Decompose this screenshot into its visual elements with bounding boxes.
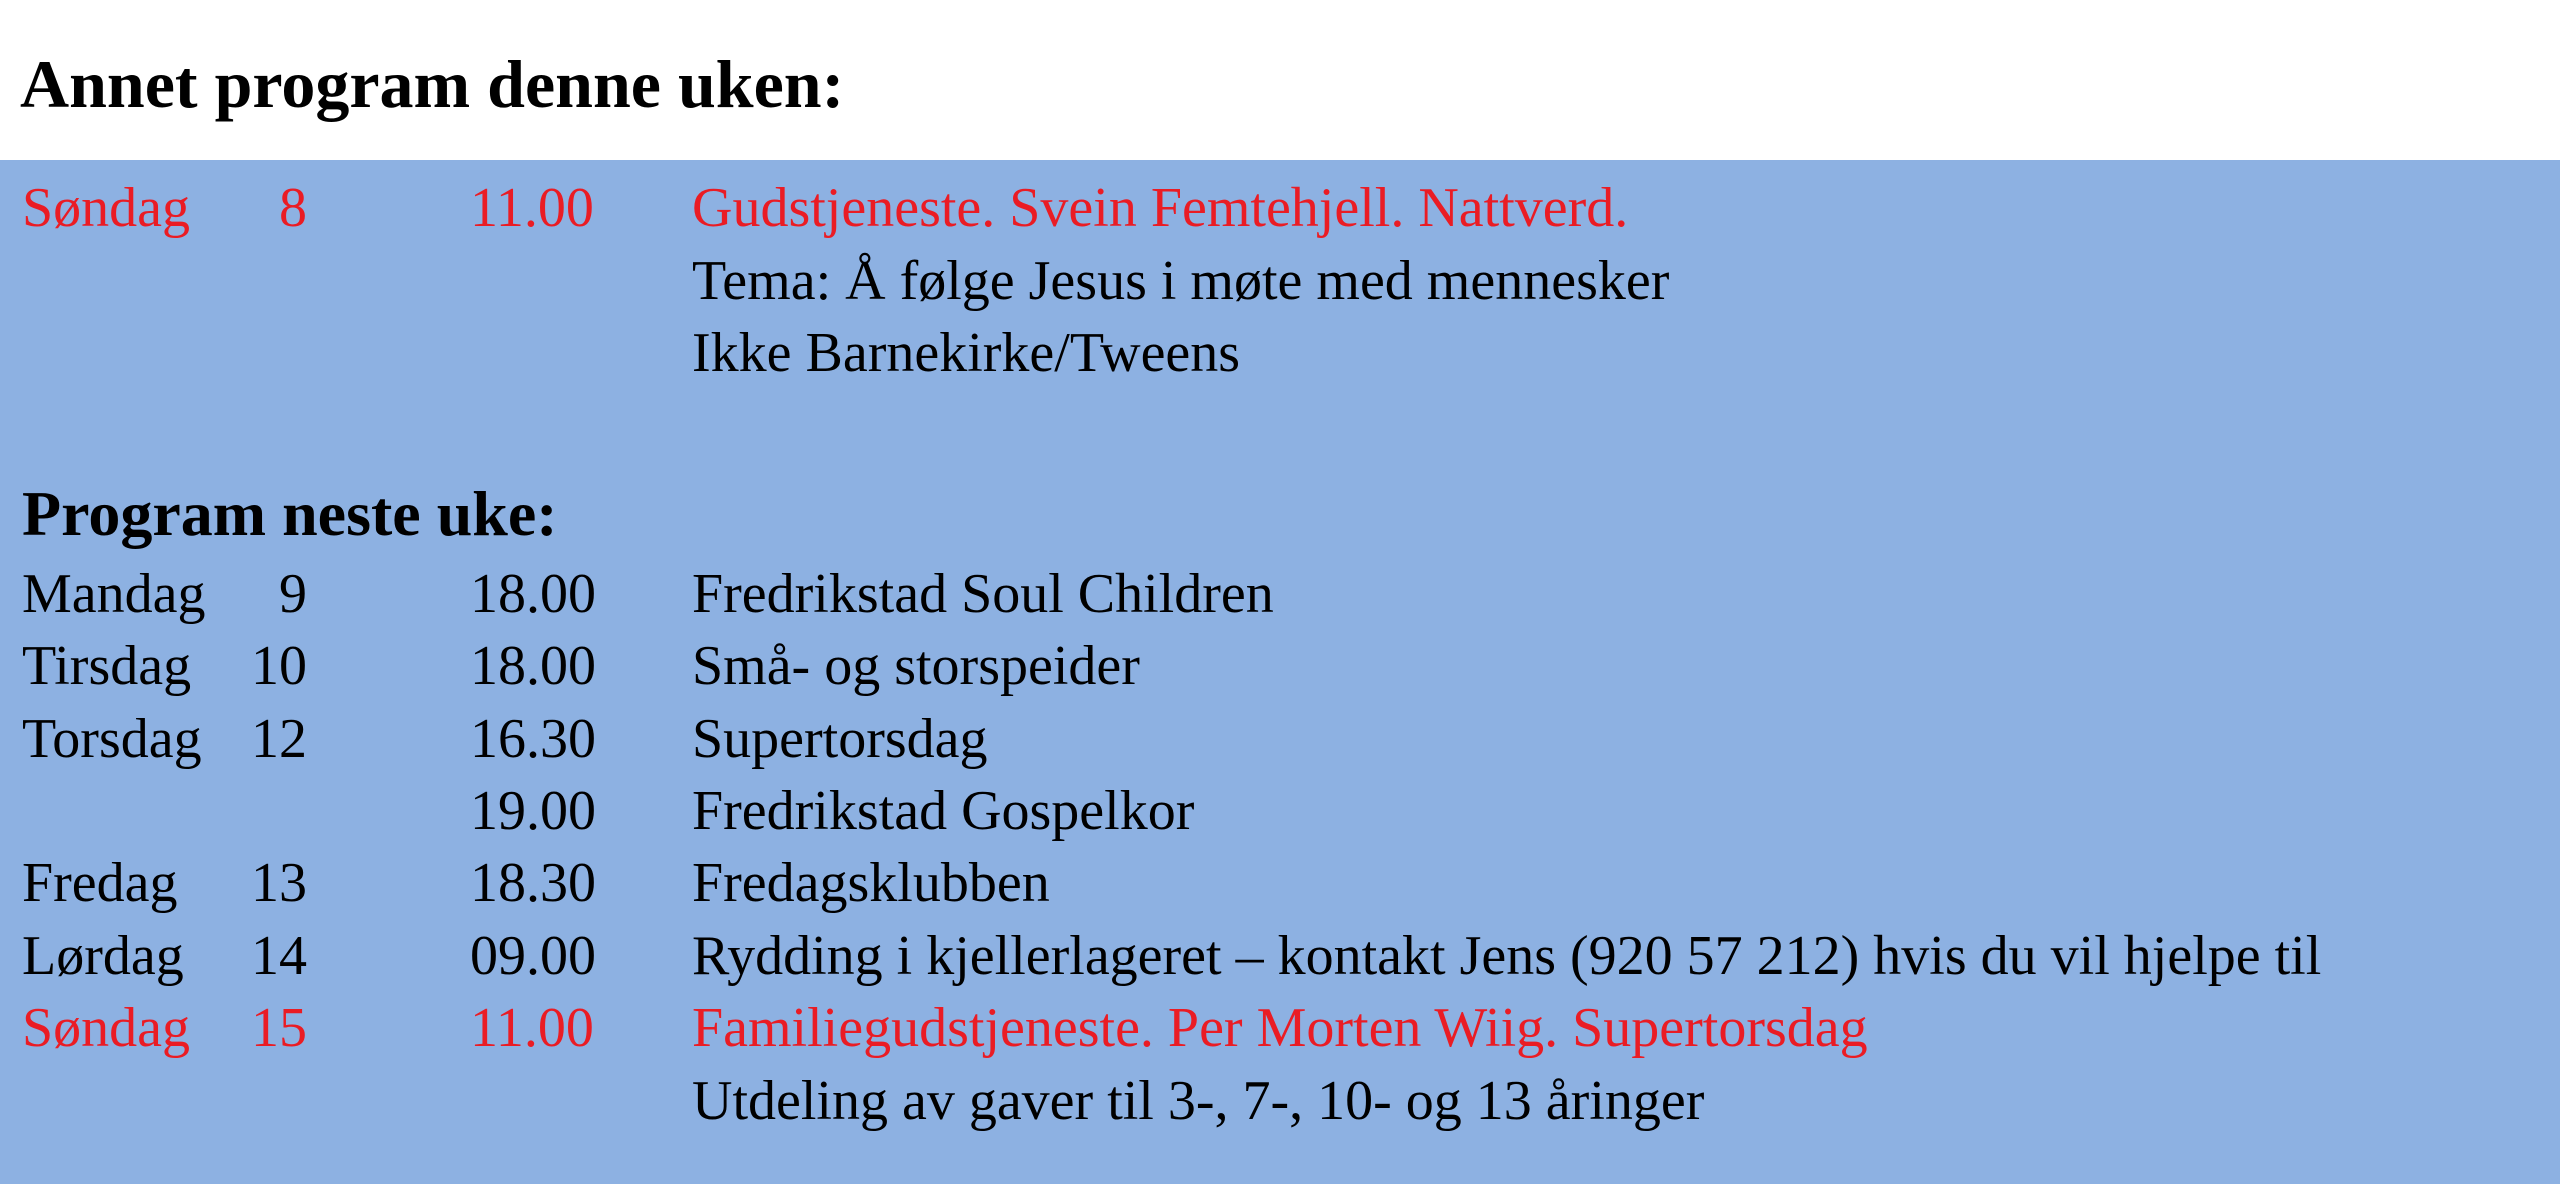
row-text: Supertorsdag	[692, 708, 988, 770]
row-text: Utdeling av gaver til 3-, 7-, 10- og 13 åringer	[692, 1070, 1705, 1132]
schedule-row	[0, 245, 2560, 317]
schedule-row	[0, 1065, 2560, 1137]
this-week-heading: Annet program denne uken:	[20, 46, 845, 122]
row-date: 10	[251, 635, 307, 697]
row-time: 18.00	[470, 563, 596, 625]
row-text: Fredrikstad Soul Children	[692, 563, 1274, 625]
row-day: Fredag	[22, 852, 178, 914]
row-text: Rydding i kjellerlageret – kontakt Jens (920 57 212) hvis du vil hjelpe til	[692, 925, 2322, 987]
schedule-row	[0, 317, 2560, 389]
schedule-row	[0, 630, 2560, 702]
schedule-row	[0, 775, 2560, 847]
row-time: 16.30	[470, 708, 596, 770]
next-week-heading: Program neste uke:	[22, 478, 558, 549]
row-text: Små- og storspeider	[692, 635, 1140, 697]
row-text: Fredagsklubben	[692, 852, 1050, 914]
row-text: Gudstjeneste. Svein Femtehjell. Nattverd.	[692, 177, 1629, 239]
row-day: Mandag	[22, 563, 206, 625]
row-day: Tirsdag	[22, 635, 192, 697]
schedule-row	[0, 558, 2560, 630]
row-date: 12	[251, 708, 307, 770]
row-time: 09.00	[470, 925, 596, 987]
row-text: Familiegudstjeneste. Per Morten Wiig. Supertorsdag	[692, 997, 1868, 1059]
row-day: Torsdag	[22, 708, 202, 770]
row-time: 18.00	[470, 635, 596, 697]
schedule-row	[0, 847, 2560, 919]
row-time: 11.00	[470, 997, 594, 1059]
row-time: 19.00	[470, 780, 596, 842]
row-day: Søndag	[22, 997, 190, 1059]
schedule-row	[0, 172, 2560, 244]
row-day: Lørdag	[22, 925, 184, 987]
row-date: 13	[251, 852, 307, 914]
schedule-row	[0, 992, 2560, 1064]
row-text: Tema: Å følge Jesus i møte med mennesker	[692, 250, 1670, 312]
row-text: Fredrikstad Gospelkor	[692, 780, 1195, 842]
row-text: Ikke Barnekirke/Tweens	[692, 322, 1241, 384]
schedule-row	[0, 920, 2560, 992]
row-date: 15	[251, 997, 307, 1059]
row-date: 14	[251, 925, 307, 987]
row-time: 18.30	[470, 852, 596, 914]
row-date: 9	[279, 563, 307, 625]
row-time: 11.00	[470, 177, 594, 239]
row-day: Søndag	[22, 177, 190, 239]
row-date: 8	[279, 177, 307, 239]
schedule-row	[0, 703, 2560, 775]
